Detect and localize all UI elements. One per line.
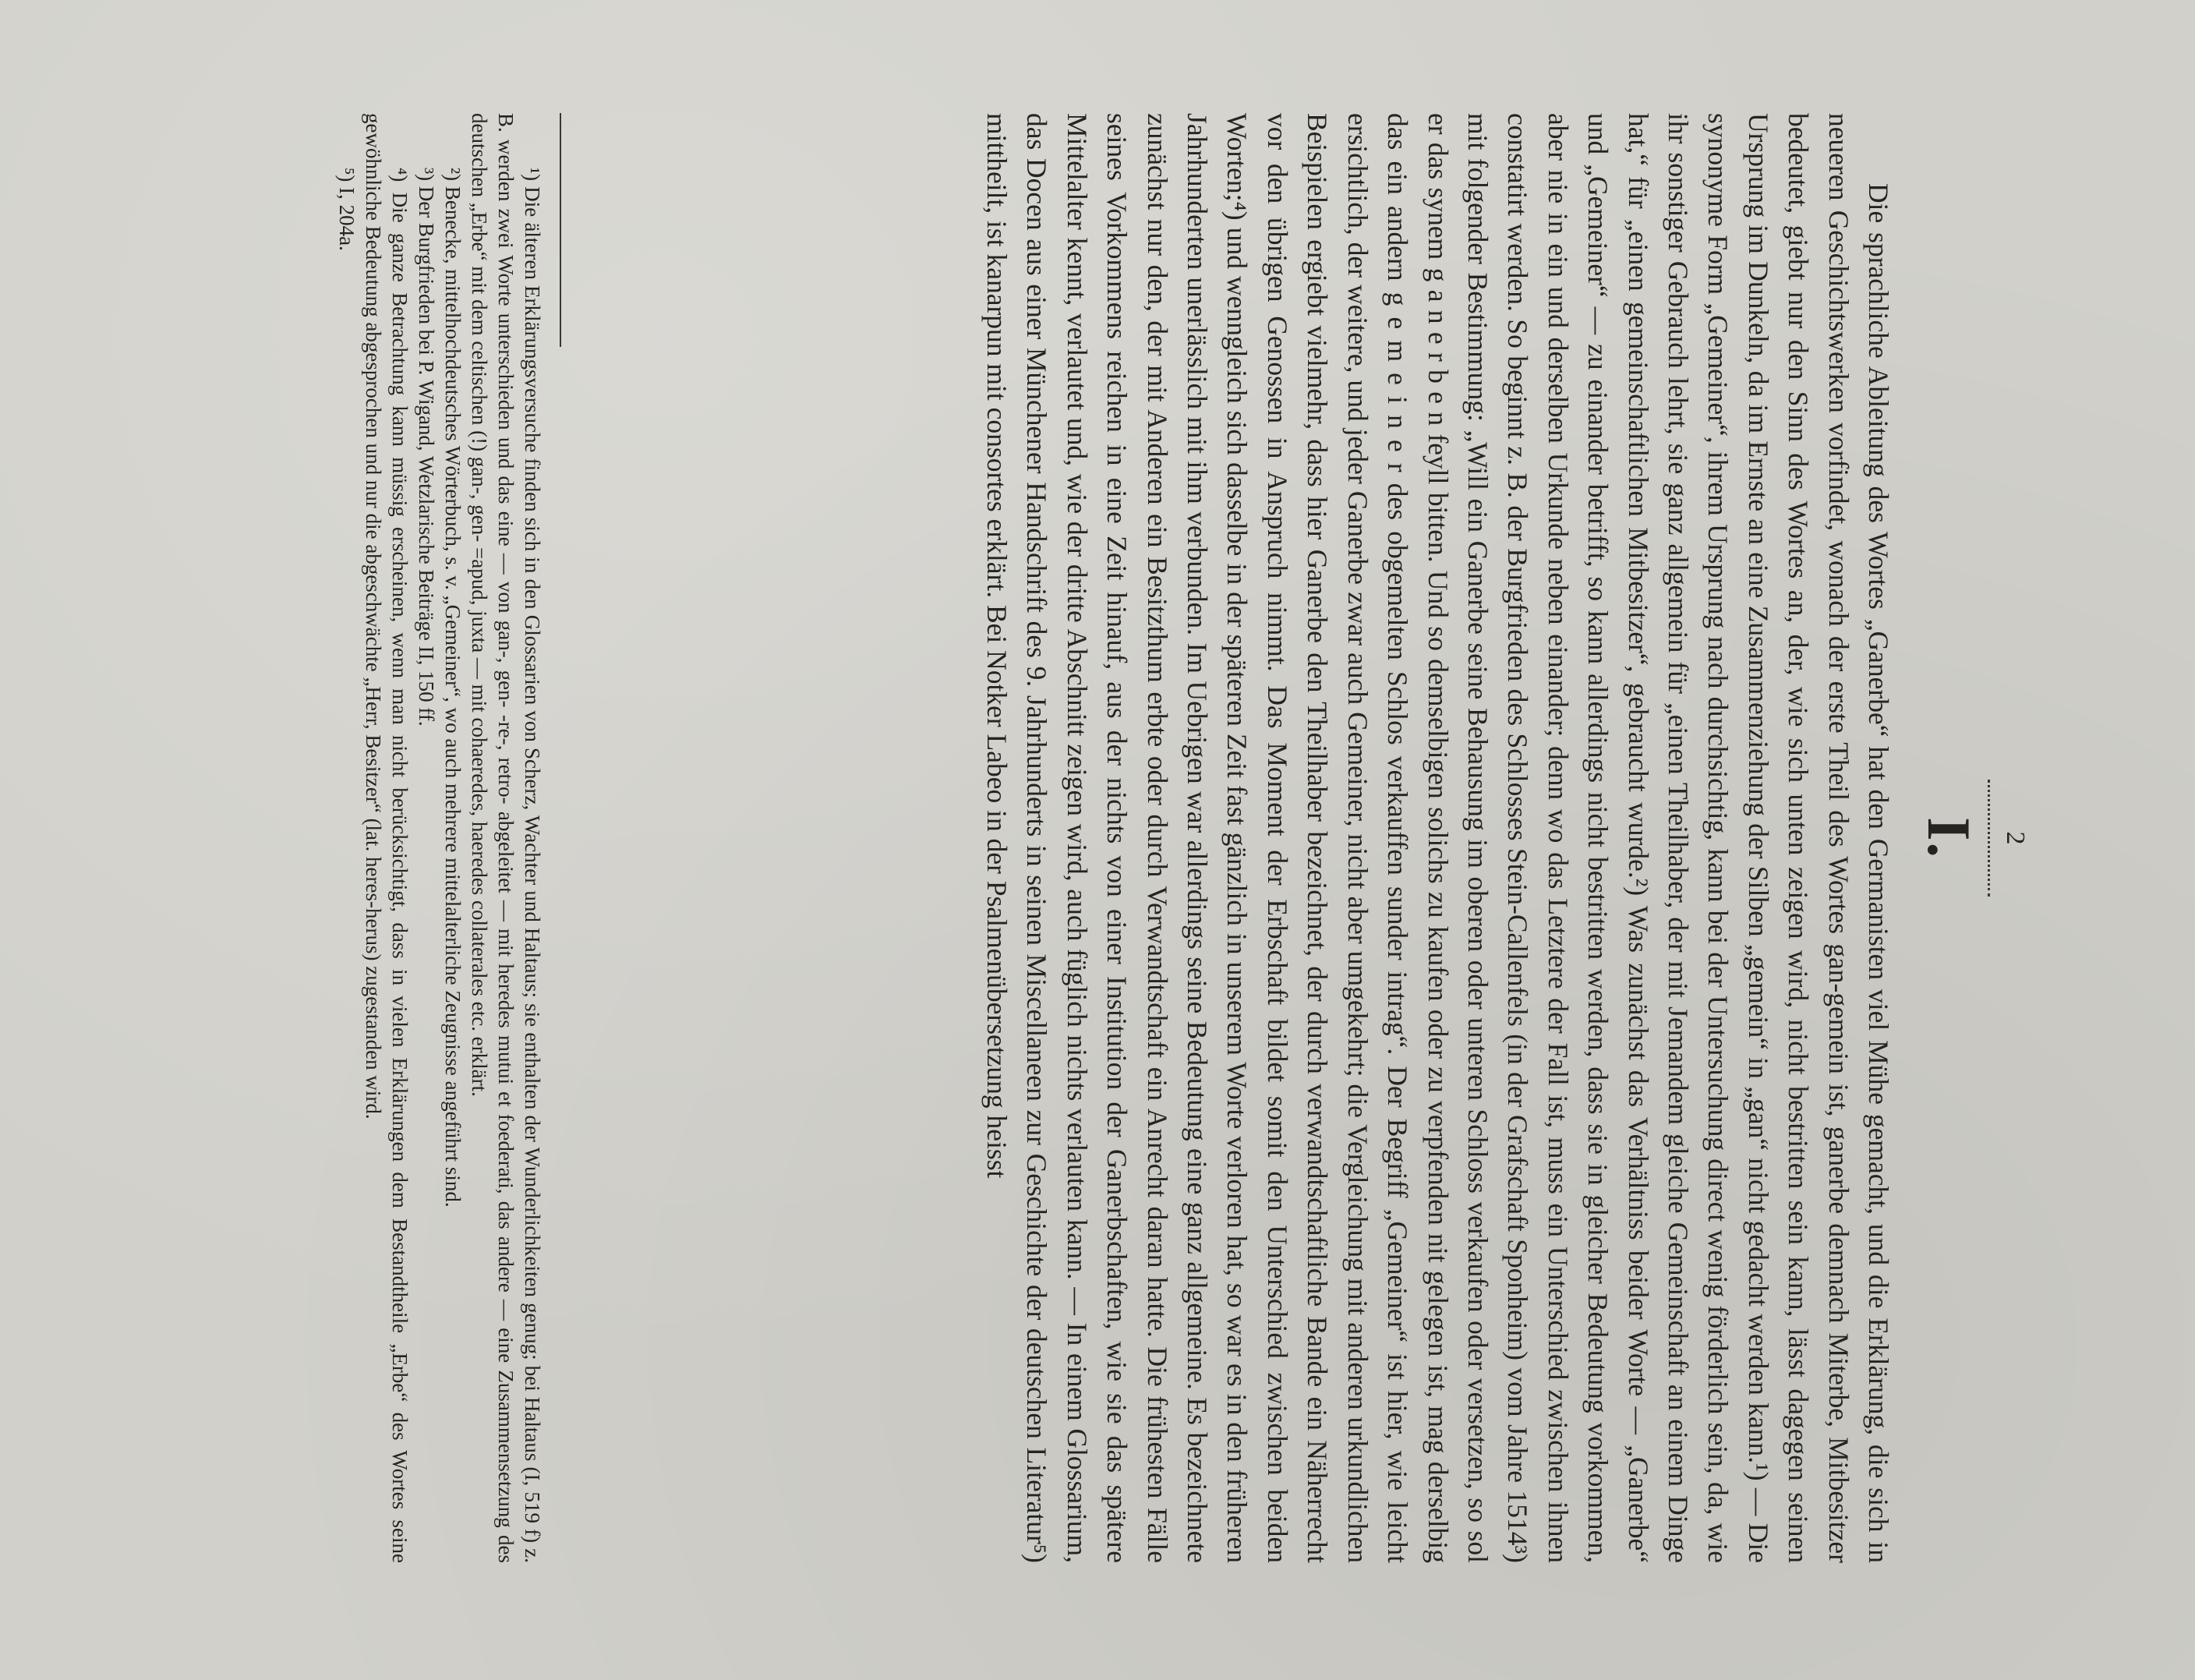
footnote-4: ⁴) Die ganze Betrachtung kann müssig erscheinen, wenn man nicht berücksichtigt, dass in vielen Erklärungen dem Bestandtheile „Erbe“ des Wortes seine gewöhnliche Bedeutung abgesprochen und nur die abgeschwächte „Herr, Besitzer“ (lat. heres-herus) zugestanden wird. — [362, 113, 412, 1563]
footnote-5: ⁵) I, 204a. — [335, 168, 359, 251]
section-title: I. — [1915, 817, 1983, 859]
footnotes — [334, 113, 546, 1563]
page-number: 2 — [2001, 831, 2030, 845]
footnote-separator — [560, 113, 561, 347]
footnote-3: ³) Der Burgfrieden bei P. Wigand, Wetzlarische Beiträge II, 150 ff. — [415, 168, 438, 727]
body-paragraph: Die sprachliche Ableitung des Wortes „Ganerbe“ hat den Germanisten viel Mühe gemacht, und die Erklärung, die sich in neueren Geschichtswerken vorfindet, wonach der erste Theil des Wortes gan-gemein ist, ganerbe demnach Miterbe, Mitbesitzer bedeutet, giebt nur den Sinn des Wortes an, der, wie sich unten zeigen wird, nicht bestritten sein kann, lässt dagegen seinen Ursprung im Dunkeln, da im Ernste an eine Zusammenziehung der Silben „gemein“ in „gan“ nicht gedacht werden kann.¹) — Die synonyme Form „Gemeiner“, ihrem Ursprung nach durchsichtig, kann bei der Untersuchung direct wenig förderlich sein, da, wie ihr sonstiger Gebrauch lehrt, sie ganz allgemein für „einen Theilhaber, der mit Jemandem gleiche Gemeinschaft an einem Dinge hat,“ für „einen gemeinschaftlichen Mitbesitzer“, gebraucht wurde.²) Was zunächst das Verhältniss beider Worte — „Ganerbe“ und „Gemeiner“ — zu einander betrifft, so kann allerdings nicht bestritten werden, dass sie in gleicher Bedeutung vorkommen, aber nie in ein und derselben Urkunde neben einander; denn wo das Letztere der Fall ist, muss ein Unterschied zwischen ihnen constatirt werden. So beginnt z. B. der Burgfrieden des Schlosses Stein-Callenfels (in der Grafschaft Sponheim) vom Jahre 1514³) mit folgender Bestimmung: „Will ein Ganerbe seine Behausung im oberen oder unteren Schloss verkaufen oder versetzen, so sol er das synem g a n e r b e n feyll bitten. Und so demselbigen solichs zu kaufen oder zu verpfenden nit gelegen ist, mag derselbig das ein andern g e m e i n e r des obgemelten Schlos verkauffen sunder intrag“. Der Begriff „Gemeiner“ ist hier, wie leicht ersichtlich, der weitere, und jeder Ganerbe zwar auch Gemeiner, nicht aber umgekehrt; die Vergleichung mit anderen urkundlichen Beispielen ergiebt vielmehr, dass hier Ganerbe den Theilhaber bezeichnet, der durch verwandtschaftliche Bande ein Näherrecht vor den übrigen Genossen in Anspruch nimmt. Das Moment der Erbschaft bildet somit den Unterschied zwischen beiden Worten;⁴) und wenngleich sich dasselbe in der späteren Zeit fast gänzlich in unserem Worte verloren hat, so war es in den früheren Jahrhunderten unerlässlich mit ihm verbunden. Im Uebrigen war allerdings seine Bedeutung eine ganz allgemeine. Es bezeichnete zunächst nur den, der mit Anderen ein Besitzthum erbte oder durch Verwandtschaft ein Anrecht daran hatte. Die frühesten Fälle seines Vorkommens reichen in eine Zeit hinauf, aus der nichts von einer Institution der Ganerbschaften, wie sie das spätere Mittelalter kennt, verlautet und, wie der dritte Abschnitt zeigen wird, auch füglich nichts verlauten kann. — In einem Glossarium, das Docen aus einer Münchener Handschrift des 9. Jahrhunderts in seinen Miscellaneen zur Geschichte der deutschen Literatur⁵) mittheilt, ist kanarpun mit consortes erklärt. Bei Notker Labeo in der Psalmenübersetzung heisst — [981, 113, 1894, 1563]
footnote-2: ²) Benecke, mittelhochdeutsches Wörterbuch, s. v. „Gemeiner“, wo auch mehrere mittelalterliche Zeugnisse angeführt sind. — [441, 168, 465, 1208]
footnote-1: ¹) Die älteren Erklärungsversuche finden sich in den Glossarien von Scherz, Wachter und Haltaus; sie enthalten der Wunderlichkeiten genug; bei Haltaus (I, 519 f) z. B. werden zwei Worte unterschieden und das eine — von gan-, gen- -re-, retro- abgeleitet — mit heredes mutui et foederati, das andere — eine Zusammensetzung des deutschen „Erbe“ mit dem celtischen (!) gan-, gen- =apud, juxta — mit cohaeredes, haeredes collaterales etc. erklärt. — [468, 113, 544, 1563]
page-number-ornament — [1988, 780, 1998, 897]
rotated-page — [175, 113, 2031, 1563]
